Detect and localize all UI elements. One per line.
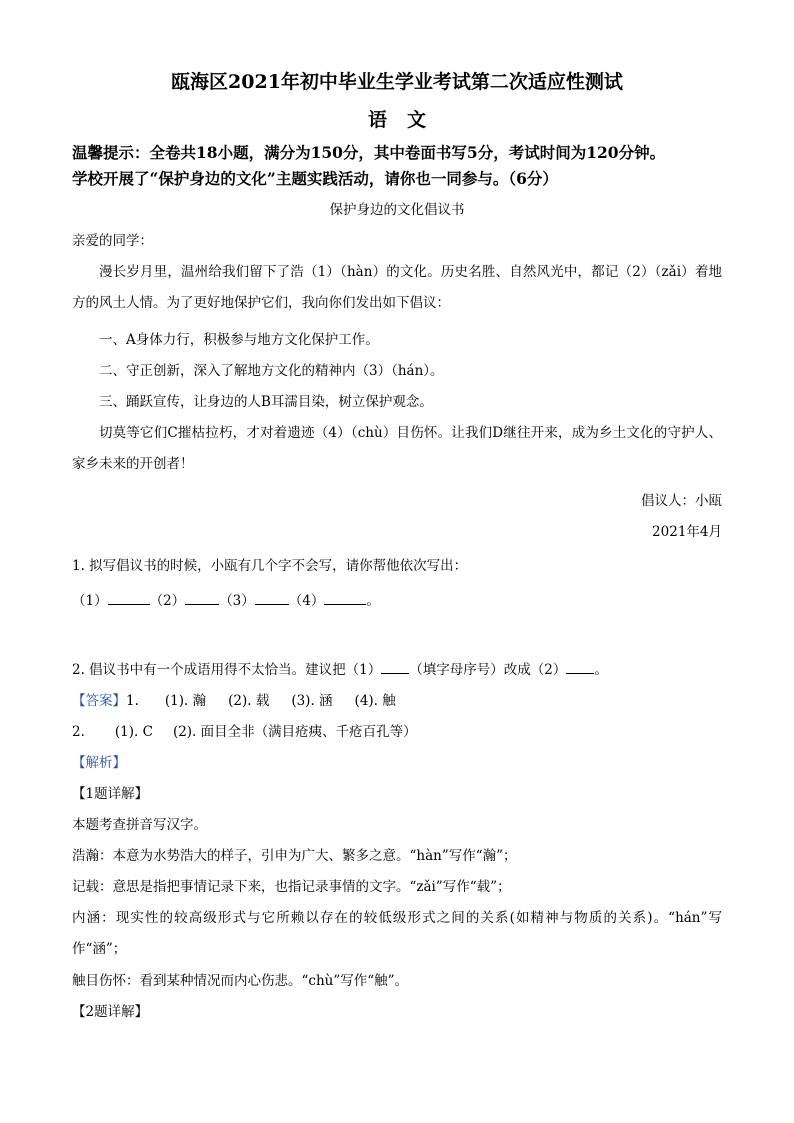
q1-label-3: （3）	[219, 593, 255, 609]
analysis-tag: 【解析】	[72, 755, 126, 771]
answer-1-c: (3). 涵	[291, 693, 333, 709]
subject-char-2: 文	[407, 109, 427, 131]
letter-paragraph-2: 切莫等它们C摧枯拉朽，才对着遗迹（4）（chù）目伤怀。让我们D继往开来，成为乡土文化的守护人、家乡未来的开创者！	[72, 425, 722, 472]
q1-label-4: （4）	[288, 593, 325, 609]
letter-heading: 保护身边的文化倡议书	[329, 202, 465, 218]
analysis-line-3: 记载：意思是指把事情记录下来，也指记录事情的文字。“zǎi”写作“载”；	[72, 879, 511, 895]
q1-label-2: （2）	[149, 593, 186, 609]
exam-title: 瓯海区2021年初中毕业生学业考试第二次适应性测试	[171, 71, 623, 93]
answer-1-d: (4). 触	[354, 693, 396, 709]
analysis-line-2: 浩瀚：本意为水势浩大的样子，引申为广大、繁多之意。“hàn”写作“瀚”；	[72, 848, 517, 864]
letter-item-1: 一、A身体力行，积极参与地方文化保护工作。	[99, 332, 379, 348]
exam-notice: 温馨提示：全卷共18小题，满分为150分，其中卷面书写5分，考试时间为120分钟。	[72, 143, 666, 162]
analysis-q2-tag: 【2题详解】	[72, 1004, 149, 1020]
q2-part-2: （填字母序号）改成（2）	[409, 662, 567, 678]
q1-blank-3[interactable]	[255, 590, 289, 605]
question-2-text	[72, 659, 722, 680]
q1-blank-1[interactable]	[108, 590, 150, 605]
q2-part-3: 。	[594, 662, 608, 678]
answer-2-num: 2.	[72, 724, 85, 740]
answer-tag: 【答案】	[72, 693, 126, 709]
answer-1-num: 1.	[126, 693, 139, 709]
q1-blank-4[interactable]	[324, 590, 366, 605]
letter-item-3: 三、踊跃宣传，让身边的人B耳濡目染，树立保护观念。	[99, 394, 433, 410]
analysis-line-5: 触目伤怀：看到某种情况而内心伤悲。“chù”写作“触”。	[72, 973, 409, 989]
letter-item-2: 二、守正创新，深入了解地方文化的精神内（3）（hán）。	[99, 363, 444, 379]
subject-char-1: 语	[367, 109, 387, 131]
subject-title	[72, 106, 722, 134]
question-1-text: 1. 拟写倡议书的时候，小瓯有几个字不会写，请你帮他依次写出：	[72, 558, 468, 574]
q2-blank-1[interactable]	[381, 659, 409, 674]
analysis-q1-tag: 【1题详解】	[72, 786, 149, 802]
activity-intro: 学校开展了“保护身边的文化”主题实践活动，请你也一同参与。（6分）	[72, 169, 558, 188]
q1-blank-2[interactable]	[185, 590, 219, 605]
answer-line-1	[72, 691, 722, 711]
letter-date: 2021年4月	[652, 524, 722, 540]
analysis-line-4: 内涵：现实性的较高级形式与它所赖以存在的较低级形式之间的关系(如精神与物质的关系)。“hán”写作“涵”；	[72, 910, 722, 957]
answer-1-b: (2). 载	[228, 693, 270, 709]
letter-greeting: 亲爱的同学：	[72, 233, 153, 249]
answer-1-a: (1). 瀚	[164, 693, 207, 709]
letter-paragraph-1: 漫长岁月里，温州给我们留下了浩（1）（hàn）的文化。历史名胜、自然风光中，都记（2）（zǎi）着地方的风土人情。为了更好地保护它们，我向你们发出如下倡议：	[72, 264, 722, 311]
analysis-line-1: 本题考查拼音写汉字。	[72, 817, 207, 833]
answer-line-2	[72, 722, 722, 742]
answer-2-a: (1). C	[114, 724, 153, 740]
question-1-blanks	[72, 590, 722, 611]
q1-label-1: （1）	[72, 593, 108, 609]
q2-blank-2[interactable]	[566, 659, 594, 674]
letter-signer: 倡议人：小瓯	[641, 493, 722, 509]
q1-end: 。	[366, 593, 380, 609]
answer-2-b: (2). 面目全非（满目疮痍、千疮百孔等）	[172, 724, 417, 740]
q2-part-1: 2. 倡议书中有一个成语用得不太恰当。建议把（1）	[72, 662, 382, 678]
